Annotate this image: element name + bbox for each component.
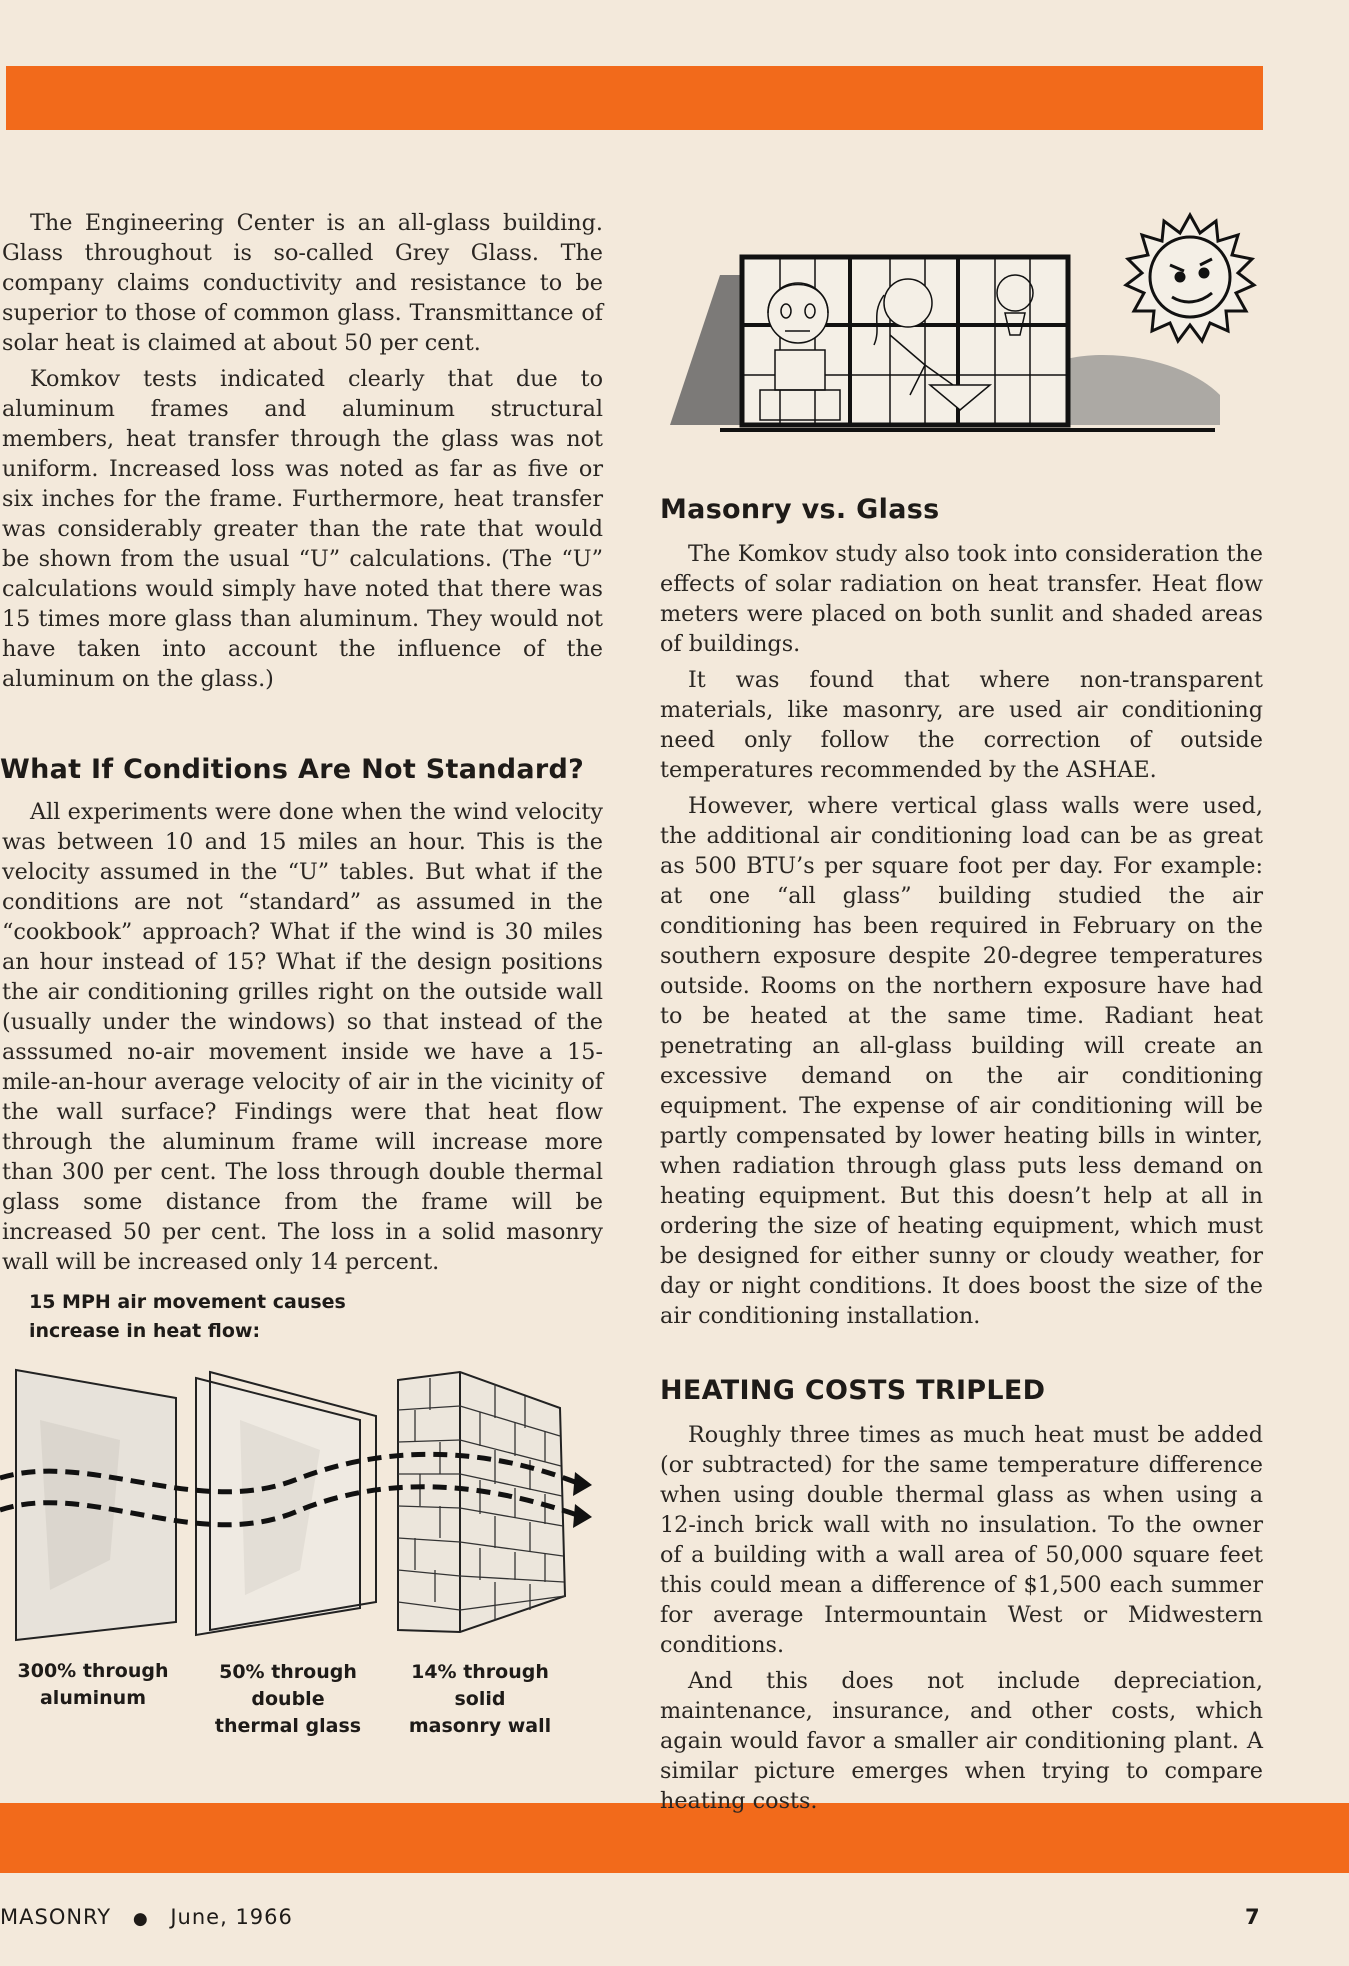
label-double-glass: 50% through double thermal glass <box>214 1661 362 1737</box>
label-aluminum: 300% through aluminum <box>17 1660 169 1709</box>
paragraph: However, where vertical glass walls were used, the additional air conditioning load can be as great as 500 BTU’s per square foot per day. For example: at one “all glass” building studied the air conditioning has been required in February on the southern exposure despite 20-degree temperatures outside. Rooms on the northern exposure have had to be heated at the same time. Radiant heat penetrating an all-glass building will create an excessive demand on the air conditioning equipment. The expense of air conditioning will be partly compensated by lower heating bills in winter, when radiation through glass puts less demand on heating equipment. But this doesn’t help at all in ordering the size of heating equipment, which must be designed for either sunny or cloudy weather, for day or night conditions. It does boost the size of the air conditioning installation. <box>660 793 1263 1329</box>
label-masonry-wall: 14% through solid masonry wall <box>408 1661 552 1737</box>
issue-date: June, 1966 <box>170 1905 293 1929</box>
cartoon-glass-office-illustration <box>660 215 1260 437</box>
top-orange-band <box>6 66 1263 130</box>
arrowhead-icon <box>573 1472 592 1496</box>
paragraph: The Komkov study also took into consideration the effects of solar radiation on heat transfer. Heat flow meters were placed on both sunlit and shaded areas of buildings. <box>660 541 1263 657</box>
paragraph: It was found that where non-transparent materials, like masonry, are used air conditioning need only follow the correction of outside temperatures recommended by the ASHAE. <box>660 667 1263 783</box>
paragraph: And this does not include depreciation, maintenance, insurance, and other costs, which again would favor a smaller air conditioning plant. A similar picture emerges when trying to compare heating costs. <box>660 1668 1263 1814</box>
paragraph: Komkov tests indicated clearly that due to aluminum frames and aluminum structural members, heat transfer through the glass was not uniform. Increased loss was noted as far as five or six inches for the frame. Furthermore, heat transfer was considerably greater than the rate that would be shown from the usual “U” calculations. (The “U” calculations would simply have noted that there was 15 times more glass than aluminum. They would not have taken into account the influence of the aluminum on the glass.) <box>2 366 603 692</box>
double-glass-panel <box>196 1372 376 1635</box>
figure-caption: 15 MPH air movement causes increase in heat flow: <box>29 1291 346 1342</box>
section-heading-heating-costs: HEATING COSTS TRIPLED <box>660 1375 1046 1406</box>
footer-publication <box>0 1905 293 1929</box>
heat-flow-illustration <box>0 1360 603 1640</box>
arrowhead-icon <box>573 1504 592 1528</box>
masonry-wall-panel <box>398 1372 565 1632</box>
bullet-icon: ● <box>132 1909 149 1929</box>
paragraph: All experiments were done when the wind velocity was between 10 and 15 miles an hour. This is the velocity assumed in the “U” tables. But what if the conditions are not “standard” as assumed in the “cookbook” approach? What if the wind is 30 miles an hour instead of 15? What if the design positions the air conditioning grilles right on the outside wall (usually under the windows) so that instead of the asssumed no-air movement inside we have a 15-mile-an-hour average velocity of air in the vicinity of the wall surface? Findings were that heat flow through the aluminum frame will increase more than 300 per cent. The loss through double thermal glass some distance from the frame will be increased 50 per cent. The loss in a solid masonry wall will be increased only 14 percent. <box>2 799 603 1275</box>
section-heading-not-standard: What If Conditions Are Not Standard? <box>0 754 585 785</box>
sun-icon <box>1126 215 1254 341</box>
page-number: 7 <box>1245 1905 1261 1929</box>
section-heading-masonry-vs-glass: Masonry vs. Glass <box>660 494 940 525</box>
magazine-name: MASONRY <box>0 1905 112 1929</box>
left-column <box>0 208 603 1283</box>
right-column <box>660 494 1263 1822</box>
paragraph: The Engineering Center is an all-glass building. Glass throughout is so-called Grey Glass. The company claims conductivity and resistance to be superior to those of common glass. Transmittance of solar heat is claimed at about 50 per cent. <box>2 210 603 356</box>
paragraph: Roughly three times as much heat must be added (or subtracted) for the same temperature difference when using double thermal glass as when using a 12-inch brick wall with no insulation. To the owner of a building with a wall area of 50,000 square feet this could mean a difference of $1,500 each summer for average Intermountain West or Midwestern conditions. <box>660 1422 1263 1658</box>
